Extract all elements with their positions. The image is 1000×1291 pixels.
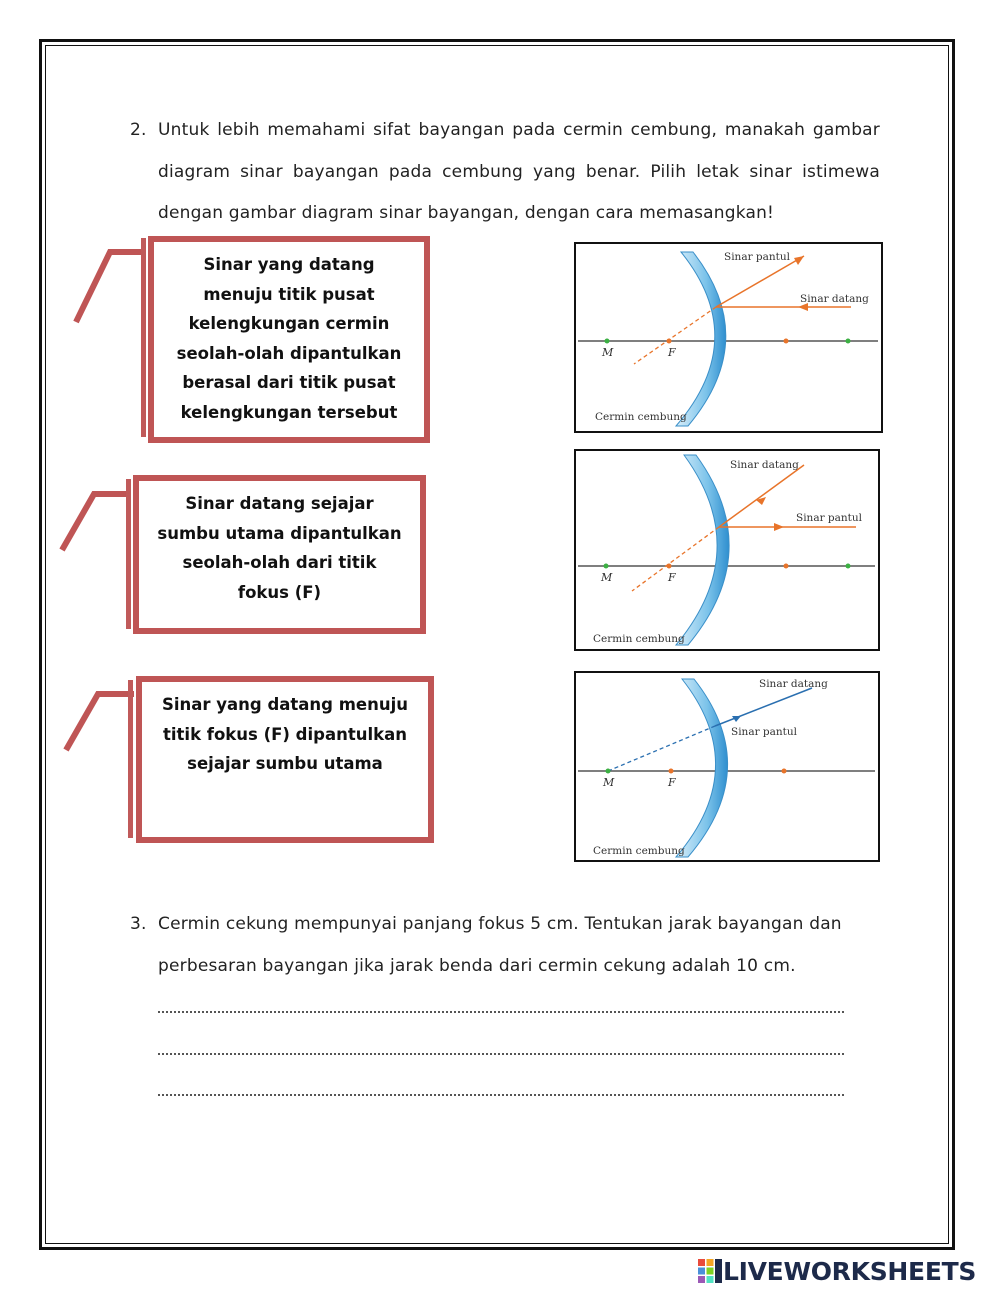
card-2-line: fokus (F) (237, 582, 322, 602)
question-2-line-3: dengan gambar diagram sinar bayangan, dengan cara memasangkan! (158, 203, 775, 223)
diagram-3-caption: Cermin cembung (593, 845, 685, 857)
card-1-shadow (141, 238, 146, 437)
reflected-arrow (774, 523, 784, 531)
card-2-shadow (126, 479, 131, 629)
convex-mirror (676, 679, 728, 857)
ray-diagram-2[interactable] (574, 449, 880, 651)
diagram-1-label-top: Sinar pantul (724, 251, 791, 263)
point-m (606, 769, 611, 774)
point-m-front (846, 339, 851, 344)
liveworksheets-brand: LIVEWORKSHEETS (723, 1256, 977, 1286)
question-2-number: 2. (130, 120, 147, 140)
reflected-ray (716, 256, 804, 307)
diagram-3-label-top: Sinar datang (759, 678, 828, 690)
point-f-front (784, 339, 789, 344)
question-3-line-1: Cermin cekung mempunyai panjang fokus 5 cm. Tentukan jarak bayangan dan (158, 914, 842, 934)
card-1-line: menuju titik pusat (203, 284, 375, 304)
point-f (669, 769, 674, 774)
card-3-rule[interactable] (136, 676, 434, 843)
virtual-ray (608, 726, 715, 771)
point-f (667, 339, 672, 344)
card-2-line: sumbu utama dipantulkan (157, 523, 402, 543)
diagram-2-caption: Cermin cembung (593, 633, 685, 645)
reflected-arrow (794, 256, 804, 265)
card-1-rule[interactable] (148, 236, 430, 443)
point-m (604, 564, 609, 569)
point-m (605, 339, 610, 344)
diagram-3-label-side: Sinar pantul (731, 726, 798, 738)
card-2-rule[interactable] (133, 475, 426, 634)
card-3-line: sejajar sumbu utama (187, 754, 383, 773)
question-3-number: 3. (130, 914, 147, 934)
card-3-line: Sinar yang datang menuju (161, 695, 409, 714)
point-f-front (784, 564, 789, 569)
answer-line-2[interactable] (158, 1051, 844, 1055)
diagram-2-label-side: Sinar pantul (796, 512, 863, 524)
card-1-line: Sinar yang datang (203, 255, 375, 274)
diagram-3-m: M (603, 776, 615, 789)
question-2-line-2: diagram sinar bayangan pada cembung yang benar. Pilih letak sinar istimewa (158, 162, 880, 182)
point-f-front (782, 769, 787, 774)
diagram-1-label-side: Sinar datang (800, 293, 869, 305)
incident-ray (719, 465, 804, 527)
liveworksheets-logo-icon (697, 1258, 723, 1284)
point-f (667, 564, 672, 569)
card-1-connector-hook[interactable] (70, 240, 150, 330)
ray-diagram-3[interactable] (574, 671, 880, 862)
diagram-2-m: M (601, 571, 613, 584)
liveworksheets-logo (697, 1256, 976, 1286)
answer-line-3[interactable] (158, 1092, 844, 1096)
card-2-line: Sinar datang sejajar (185, 494, 374, 513)
card-1-line: kelengkungan tersebut (180, 402, 398, 422)
question-3-line-2: perbesaran bayangan jika jarak benda dari cermin cekung adalah 10 cm. (158, 956, 796, 976)
card-2-connector-hook[interactable] (56, 482, 136, 562)
diagram-2-label-top: Sinar datang (730, 459, 799, 471)
answer-line-1[interactable] (158, 1009, 844, 1013)
point-m-front (846, 564, 851, 569)
card-3-line: titik fokus (F) dipantulkan (162, 724, 407, 744)
diagram-1-m: M (602, 346, 614, 359)
diagram-3-f: F (668, 776, 676, 789)
card-2-line: seolah-olah dari titik (182, 553, 377, 572)
incident-ray (715, 688, 812, 726)
diagram-1-caption: Cermin cembung (595, 411, 687, 423)
ray-diagram-1[interactable] (574, 242, 883, 433)
convex-mirror (676, 455, 729, 645)
card-1-line: seolah-olah dipantulkan (176, 343, 402, 363)
diagram-1-f: F (668, 346, 676, 359)
question-2-line-1: Untuk lebih memahami sifat bayangan pada cermin cembung, manakah gambar (158, 120, 880, 140)
diagram-2-f: F (668, 571, 676, 584)
card-3-shadow (128, 680, 133, 838)
convex-mirror (676, 252, 726, 426)
card-1-line: berasal dari titik pusat (182, 373, 396, 392)
card-1-line: kelengkungan cermin (188, 314, 390, 333)
